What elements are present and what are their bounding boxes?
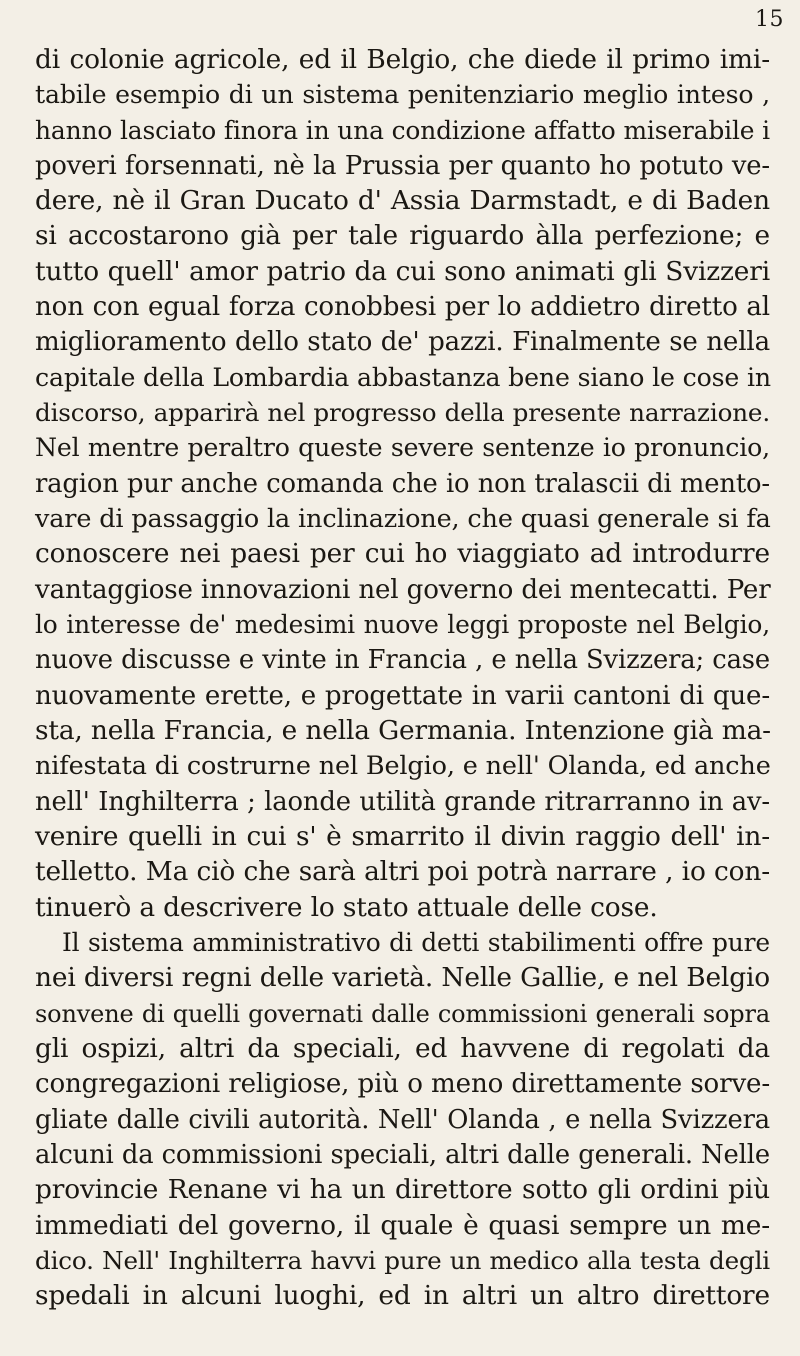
text-line: di colonie agricole, ed il Belgio, che diede il primo imi-: [35, 44, 770, 75]
text-line: vantaggiose innovazioni nel governo dei mentecatti. Per: [35, 575, 771, 605]
text-line: miglioramento dello stato de' pazzi. Finalmente se nella: [35, 327, 770, 357]
text-line: dere, nè il Gran Ducato d' Assia Darmstadt, e di Baden: [35, 185, 770, 216]
text-line: tabile esempio di un sistema penitenziario meglio inteso ,: [35, 80, 770, 109]
text-line: tutto quell' amor patrio da cui sono animati gli Svizzeri: [35, 256, 770, 287]
text-line: spedali in alcuni luoghi, ed in altri un altro direttore: [35, 1280, 770, 1311]
text-line: vare di passaggio la inclinazione, che quasi generale si fa: [35, 504, 771, 534]
text-line: lo interesse de' medesimi nuove leggi proposte nel Belgio,: [35, 610, 770, 639]
text-line: dico. Nell' Inghilterra havvi pure un medico alla testa degli: [35, 1246, 770, 1275]
text-line: Nel mentre peraltro queste severe sentenze io pronuncio,: [35, 433, 770, 462]
text-line: non con egual forza conobbesi per lo addietro diretto al: [35, 292, 770, 322]
text-line: alcuni da commissioni speciali, altri dalle generali. Nelle: [35, 1140, 770, 1170]
text-line: tinuerò a descrivere lo stato attuale delle cose.: [35, 892, 658, 923]
text-line: capitale della Lombardia abbastanza bene siano le cose in: [35, 363, 771, 392]
text-line: sta, nella Francia, e nella Germania. Intenzione già ma-: [35, 715, 771, 746]
text-line: gli ospizi, altri da speciali, ed havvene di regolati da: [35, 1033, 770, 1064]
text-line: sonvene di quelli governati dalle commissioni generali sopra: [35, 1000, 770, 1028]
text-line: conoscere nei paesi per cui ho viaggiato ad introdurre: [35, 538, 770, 569]
text-line: nuove discusse e vinte in Francia , e nella Svizzera; case: [35, 645, 770, 675]
text-line: congregazioni religiose, più o meno direttamente sorve-: [35, 1069, 770, 1099]
text-line: venire quelli in cui s' è smarrito il divin raggio dell' in-: [35, 821, 770, 852]
text-line: nell' Inghilterra ; laonde utilità grande ritrarranno in av-: [35, 787, 770, 817]
text-line: nifestata di costrurne nel Belgio, e nell' Olanda, ed anche: [35, 751, 771, 781]
text-line: gliate dalle civili autorità. Nell' Olanda , e nella Svizzera: [35, 1105, 770, 1135]
text-line: poveri forsennati, nè la Prussia per quanto ho potuto ve-: [35, 151, 770, 181]
text-line: nuovamente erette, e progettate in varii cantoni di que-: [35, 681, 770, 711]
text-line: ragion pur anche comanda che io non tralascii di mento-: [35, 469, 770, 499]
text-line: hanno lasciato finora in una condizione affatto miserabile i: [35, 116, 770, 145]
text-line: nei diversi regni delle varietà. Nelle Gallie, e nel Belgio: [35, 962, 770, 993]
text-line: discorso, apparirà nel progresso della presente narrazione.: [35, 398, 770, 427]
text-line: si accostarono già per tale riguardo àlla perfezione; e: [35, 220, 770, 251]
text-line: immediati del governo, il quale è quasi sempre un me-: [35, 1210, 770, 1241]
text-line: telletto. Ma ciò che sarà altri poi potrà narrare , io con-: [35, 856, 770, 887]
page-number: 15: [755, 7, 784, 32]
text-line: provincie Renane vi ha un direttore sotto gli ordini più: [35, 1174, 770, 1205]
paragraph-start-line: Il sistema amministrativo di detti stabilimenti offre pure: [62, 928, 770, 957]
